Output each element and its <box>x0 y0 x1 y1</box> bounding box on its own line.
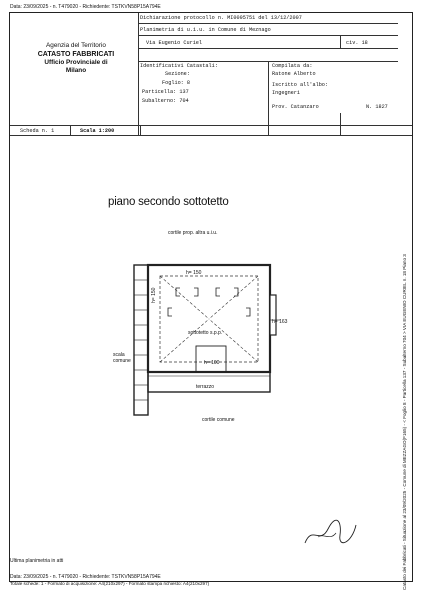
provincia-field: Prov. Catanzaro <box>272 104 319 110</box>
address-text: Via Eugenio Curiel <box>146 40 203 46</box>
subalterno-field: Subalterno: 704 <box>142 98 189 104</box>
floor-plan <box>120 240 290 440</box>
side-text: Catasto dei Fabbricati - Situazione al 23/09/2025 - Comune di MEZZAGO(F165) - < Foglio 8 - Particella 137 - Subalterno 704 > VIA EUGENIO CURIEL n. 18 Piano 3 <box>402 254 407 590</box>
sezione-field: Sezione: <box>165 71 190 77</box>
top-stamp: Data: 23/09/2025 - n. T479020 - Richiedente: TSTKVN58P15A794E <box>10 4 161 10</box>
side-strip <box>402 250 414 590</box>
foglio-field: Foglio: 8 <box>162 80 191 86</box>
iscritto-label: Iscritto all'albo: <box>272 82 329 88</box>
identificativi-title: Identificativi Catastali: <box>140 63 218 69</box>
height-150-top: h= 150 <box>186 270 202 276</box>
cortile-bottom-label: cortile comune <box>202 417 235 423</box>
height-163: h= 163 <box>272 319 288 325</box>
cortile-top-label: cortile prop. altra u.i.u. <box>168 230 218 236</box>
albo-value: Ingegneri <box>272 90 301 96</box>
floor-plan-drawing <box>120 240 290 440</box>
agency-name: Agenzia del Territorio <box>46 42 106 49</box>
civic-number: civ. 18 <box>346 40 368 46</box>
particella-field: Particella: 137 <box>142 89 189 95</box>
height-100: h= 100 <box>204 360 220 366</box>
footer-stamp: Data: 23/09/2025 - n. T479020 - Richiedente: TSTKVN58P15A794E <box>10 574 161 580</box>
height-150-side: h= 150 <box>151 287 157 303</box>
agency-city: Milano <box>65 67 87 74</box>
terrazzo-label: terrazzo <box>196 384 215 390</box>
scala-value: Scala 1:200 <box>80 128 115 134</box>
albo-number: N. 1827 <box>366 104 388 110</box>
agency-office: Ufficio Provinciale di <box>44 59 108 66</box>
planimetria-text: Planimetria di u.i.u. in Comune di Meznago <box>140 27 271 33</box>
ultima-planimetria: Ultima planimetria in atti <box>10 558 64 564</box>
compilata-title: Compilata da: <box>272 63 313 69</box>
signature <box>300 515 360 550</box>
scheda-number: Scheda n. 1 <box>20 128 55 134</box>
sottotetto-label: sottotetto s.p.p. <box>188 330 223 336</box>
scala-comune-label: scala comune <box>113 352 131 364</box>
agency-catasto: CATASTO FABBRICATI <box>37 51 115 58</box>
compilata-name: Ratone Alberto <box>272 71 316 77</box>
plan-title: piano secondo sottotetto <box>108 196 229 208</box>
dichiarazione-text: Dichiarazione protocollo n. MI0095751 del 13/12/2007 <box>140 15 302 21</box>
footer-totale: Totale schede: 1 - Formato di acquisizione: A4(210x297) - Formato stampa richiesto: A4(210x297) <box>10 581 210 586</box>
